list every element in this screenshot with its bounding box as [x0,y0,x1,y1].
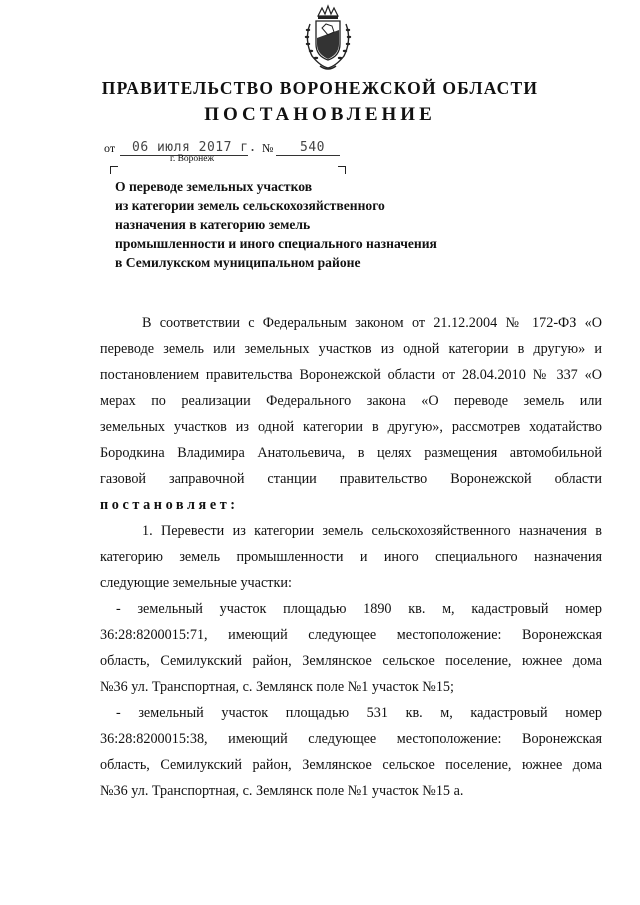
preamble-line: газовой заправочной станции правительство Воронежской области [100,471,602,487]
subject-line: назначения в категорию земель [115,217,311,232]
plot-line: 36:28:8200015:71, имеющий следующее местоположение: Воронежская [100,627,602,643]
city: г. Воронеж [170,154,215,164]
preamble-line: В соответствии с Федеральным законом от 21.12.2004 № 172-ФЗ «О [142,315,602,331]
bracket-right [338,166,346,174]
preamble-line: мерах по реализации Федерального закона «О переводе земель или [100,393,602,409]
item-line: 1. Перевести из категории земель сельскохозяйственного назначения в [142,523,602,539]
document-subject [115,177,535,272]
subject-line: промышленности и иного специального назначения [115,236,437,251]
item-line: категорию земель промышленности и иного специального назначения [100,549,602,565]
plot-line: область, Семилукский район, Землянское сельское поселение, южнее дома [100,653,602,669]
preamble-line: Бородкина Владимира Анатольевича, в целях размещения автомобильной [100,445,602,461]
resolves-word: постановляет: [100,497,239,513]
preamble-line: постановлением правительства Воронежской области от 28.04.2010 № 337 «О [100,367,602,383]
handwritten-number: 540 [300,140,325,155]
number-prefix: № [262,141,274,155]
document-type: ПОСТАНОВЛЕНИЕ [204,104,436,125]
handwritten-date: 06 июля 2017 г. [132,140,257,155]
document-body [100,310,602,804]
coat-of-arms-emblem [296,4,360,74]
date-prefix: от [104,141,116,155]
number-underline [276,155,340,156]
preamble-line: земельных участков из одной категории в другую», рассмотрев ходатайство [100,419,602,435]
plot-line: область, Семилукский район, Землянское сельское поселение, южнее дома [100,757,602,773]
preamble-line: переводе земель или земельных участков из одной категории в другую» и [100,341,602,357]
date-number-row [104,138,344,158]
plot-line: - земельный участок площадью 531 кв. м, кадастровый номер [116,705,602,721]
plot-line: №36 ул. Транспортная, с. Землянск поле №1 участок №15 а. [100,783,464,799]
government-title: ПРАВИТЕЛЬСТВО ВОРОНЕЖСКОЙ ОБЛАСТИ [101,78,539,98]
subject-line: из категории земель сельскохозяйственного [115,198,385,213]
subject-line: в Семилукском муниципальном районе [115,255,361,270]
plot-line: 36:28:8200015:38, имеющий следующее местоположение: Воронежская [100,731,602,747]
bracket-left [110,166,118,174]
subject-line: О переводе земельных участков [115,179,313,194]
item-line: следующие земельные участки: [100,575,292,591]
plot-line: №36 ул. Транспортная, с. Землянск поле №1 участок №15; [100,679,454,695]
plot-line: - земельный участок площадью 1890 кв. м, кадастровый номер [116,601,602,617]
